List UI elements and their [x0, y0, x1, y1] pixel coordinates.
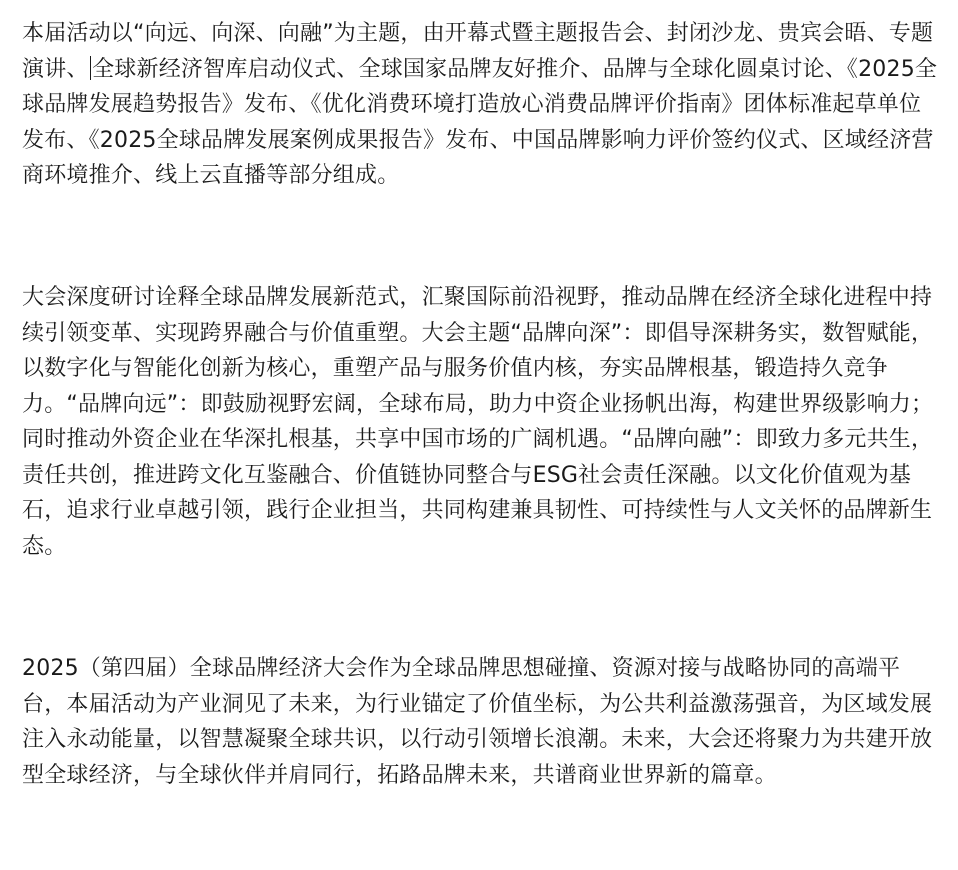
paragraph-text-before-cursor: 本届活动以“向远、向深、向融”为主题，由开幕式暨主题报告会、封闭沙龙、贵宾会晤、专题演讲、: [22, 21, 934, 82]
text-cursor: [90, 56, 92, 80]
paragraph-theme-interpretation[interactable]: 大会深度研讨诠释全球品牌发展新范式，汇聚国际前沿视野，推动品牌在经济全球化进程中持续引领变革、实现跨界融合与价值重塑。大会主题“品牌向深”：即倡导深耕务实，数智赋能，以数字化与智能化创新为核心，重塑产品与服务价值内核，夯实品牌根基，锻造持久竞争力。“品牌向远”：即鼓励视野宏阔，全球布局，助力中资企业扬帆出海，构建世界级影响力；同时推动外资企业在华深扎根基，共享中国市场的广阔机遇。“品牌向融”：即致力多元共生，责任共创，推进跨文化互鉴融合、价值链协同整合与ESG社会责任深融。以文化价值观为基石，追求行业卓越引领，践行企业担当，共同构建兼具韧性、可持续性与人文关怀的品牌新生态。: [22, 285, 934, 559]
paragraph-event-overview[interactable]: [22, 16, 942, 194]
paragraph-conclusion[interactable]: 2025（第四届）全球品牌经济大会作为全球品牌思想碰撞、资源对接与战略协同的高端平台，本届活动为产业洞见了未来，为行业锚定了价值坐标，为公共利益激荡强音，为区域发展注入永动能量，以智慧凝聚全球共识，以行动引领增长浪潮。未来，大会还将聚力为共建开放型全球经济，与全球伙伴并肩同行，拓路品牌未来，共谱商业世界新的篇章。: [22, 656, 933, 788]
paragraph-text-after-cursor: 全球新经济智库启动仪式、全球国家品牌友好推介、品牌与全球化圆桌讨论、《2025全球品牌发展趋势报告》发布、《优化消费环境打造放心消费品牌评价指南》团体标准起草单位发布、《2025全球品牌发展案例成果报告》发布、中国品牌影响力评价签约仪式、区域经济营商环境推介、线上云直播等部分组成。: [22, 56, 938, 188]
